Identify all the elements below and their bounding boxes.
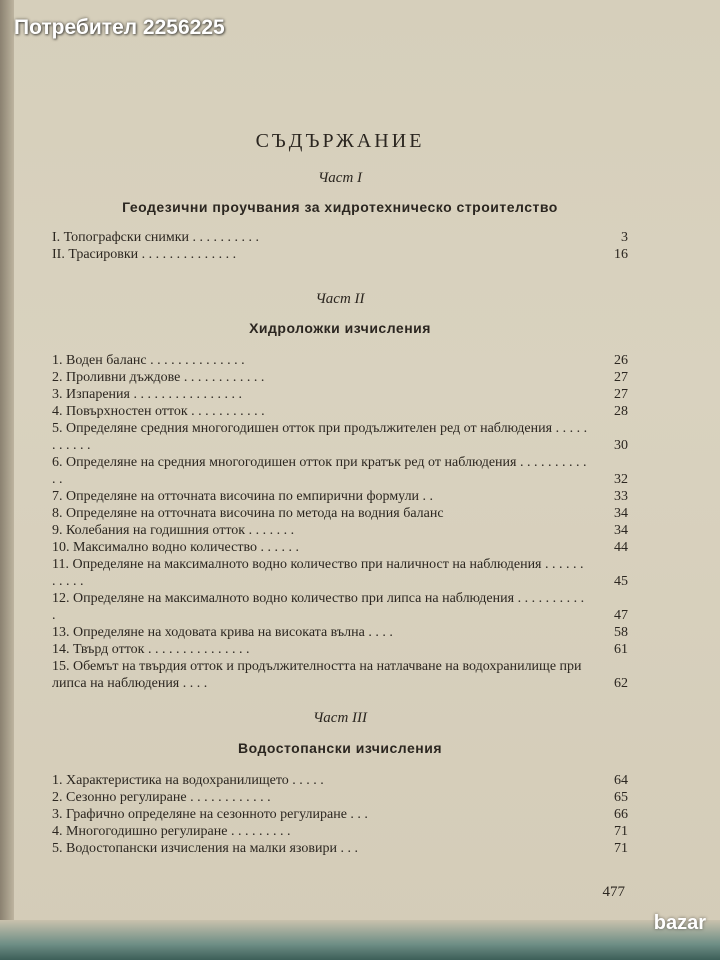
page-title: СЪДЪРЖАНИЕ bbox=[255, 130, 425, 152]
user-watermark: Потребител 2256225 bbox=[14, 16, 225, 39]
toc-entry-page: 34 bbox=[614, 523, 628, 538]
toc-entry-page: 66 bbox=[614, 807, 628, 822]
part-1-heading: Част I bbox=[317, 170, 363, 186]
toc-entry bbox=[52, 386, 628, 403]
part-2-section-title: Хидроложки изчисления bbox=[249, 320, 431, 336]
toc-entry-page: 26 bbox=[614, 353, 628, 368]
toc-entry-label: 4. Многогодишно регулиране . . . . . . . . . bbox=[52, 824, 291, 839]
part-2-toc bbox=[52, 352, 628, 692]
toc-entry-label: 11. Определяне на максималното водно количество при наличност на наблюдения . . . . . . . . . . . bbox=[52, 557, 584, 589]
toc-entry-page: 64 bbox=[614, 773, 628, 788]
toc-entry bbox=[52, 246, 628, 263]
toc-entry bbox=[52, 539, 628, 556]
toc-entry-page: 44 bbox=[614, 540, 628, 555]
toc-entry-page: 62 bbox=[614, 676, 628, 691]
toc-entry bbox=[52, 823, 628, 840]
toc-entry-page: 33 bbox=[614, 489, 628, 504]
toc-entry-page: 58 bbox=[614, 625, 628, 640]
toc-entry bbox=[52, 840, 628, 857]
toc-entry-label: 8. Определяне на отточната височина по метода на водния баланс bbox=[52, 506, 444, 521]
toc-entry-page: 27 bbox=[614, 370, 628, 385]
toc-entry-label: 1. Характеристика на водохранилището . . . . . bbox=[52, 773, 324, 788]
toc-entry bbox=[52, 505, 628, 522]
part-3-toc bbox=[52, 772, 628, 857]
toc-entry bbox=[52, 590, 628, 624]
toc-entry-label: 4. Повърхностен отток . . . . . . . . . . . bbox=[52, 404, 265, 419]
toc-entry-page: 71 bbox=[614, 824, 628, 839]
bazar-logo: bazar bbox=[653, 912, 706, 934]
page-number: 477 bbox=[602, 884, 625, 900]
toc-entry bbox=[52, 806, 628, 823]
part-1-toc bbox=[52, 229, 628, 263]
toc-entry-label: I. Топографски снимки . . . . . . . . . . bbox=[52, 230, 260, 245]
toc-entry-label: 15. Обемът на твърдия отток и продължителността на натлачване на водохранилище при липса на наблюдения . . . . bbox=[52, 659, 582, 691]
toc-entry-label: 2. Проливни дъждове . . . . . . . . . . . . bbox=[52, 370, 265, 385]
part-2-heading: Част II bbox=[315, 291, 365, 307]
toc-entry bbox=[52, 369, 628, 386]
toc-entry-label: 9. Колебания на годишния отток . . . . . . . bbox=[52, 523, 295, 538]
toc-entry-label: 5. Определяне средния многогодишен отток при продължителен ред от наблюдения . . . . . . . . . . . bbox=[52, 421, 588, 453]
toc-entry-label: 5. Водостопански изчисления на малки язовири . . . bbox=[52, 841, 358, 856]
toc-entry-label: II. Трасировки . . . . . . . . . . . . . . bbox=[52, 247, 237, 262]
toc-entry bbox=[52, 454, 628, 488]
toc-entry-page: 65 bbox=[614, 790, 628, 805]
toc-entry-page: 47 bbox=[614, 608, 628, 623]
part-3-heading: Част III bbox=[312, 710, 368, 726]
toc-entry-page: 30 bbox=[614, 438, 628, 453]
toc-entry-label: 6. Определяне на средния многогодишен отток при кратък ред от наблюдения . . . . . . . . . . . . bbox=[52, 455, 587, 487]
toc-entry-page: 16 bbox=[614, 247, 628, 262]
toc-entry bbox=[52, 772, 628, 789]
toc-entry-page: 32 bbox=[614, 472, 628, 487]
toc-entry bbox=[52, 352, 628, 369]
toc-entry-page: 61 bbox=[614, 642, 628, 657]
toc-entry-label: 13. Определяне на ходовата крива на високата вълна . . . . bbox=[52, 625, 393, 640]
part-3-section-title: Водостопански изчисления bbox=[237, 740, 442, 756]
toc-entry-label: 7. Определяне на отточната височина по емпирични формули . . bbox=[52, 489, 434, 504]
toc-entry-page: 34 bbox=[614, 506, 628, 521]
toc-entry bbox=[52, 641, 628, 658]
toc-entry-label: 3. Изпарения . . . . . . . . . . . . . . . . bbox=[52, 387, 242, 402]
toc-entry bbox=[52, 403, 628, 420]
toc-entry bbox=[52, 624, 628, 641]
toc-entry-label: 10. Максимално водно количество . . . . . . bbox=[52, 540, 299, 555]
toc-entry-page: 27 bbox=[614, 387, 628, 402]
toc-entry bbox=[52, 420, 628, 454]
toc-entry bbox=[52, 556, 628, 590]
toc-entry-label: 1. Воден баланс . . . . . . . . . . . . . . bbox=[52, 353, 245, 368]
background-strip bbox=[0, 920, 720, 960]
toc-entry-label: 12. Определяне на максималното водно количество при липса на наблюдения . . . . . . . . . . . bbox=[52, 591, 585, 623]
toc-entry bbox=[52, 789, 628, 806]
toc-entry-page: 3 bbox=[621, 230, 628, 245]
toc-entry bbox=[52, 658, 628, 692]
toc-entry-label: 3. Графично определяне на сезонното регулиране . . . bbox=[52, 807, 368, 822]
toc-entry-label: 2. Сезонно регулиране . . . . . . . . . . . . bbox=[52, 790, 271, 805]
toc-entry-page: 71 bbox=[614, 841, 628, 856]
toc-entry bbox=[52, 488, 628, 505]
toc-entry-page: 45 bbox=[614, 574, 628, 589]
toc-entry-label: 14. Твърд отток . . . . . . . . . . . . . . . bbox=[52, 642, 250, 657]
toc-entry-page: 28 bbox=[614, 404, 628, 419]
part-1-section-title: Геодезични проучвания за хидротехническо строителство bbox=[122, 199, 558, 215]
toc-entry bbox=[52, 522, 628, 539]
toc-entry bbox=[52, 229, 628, 246]
